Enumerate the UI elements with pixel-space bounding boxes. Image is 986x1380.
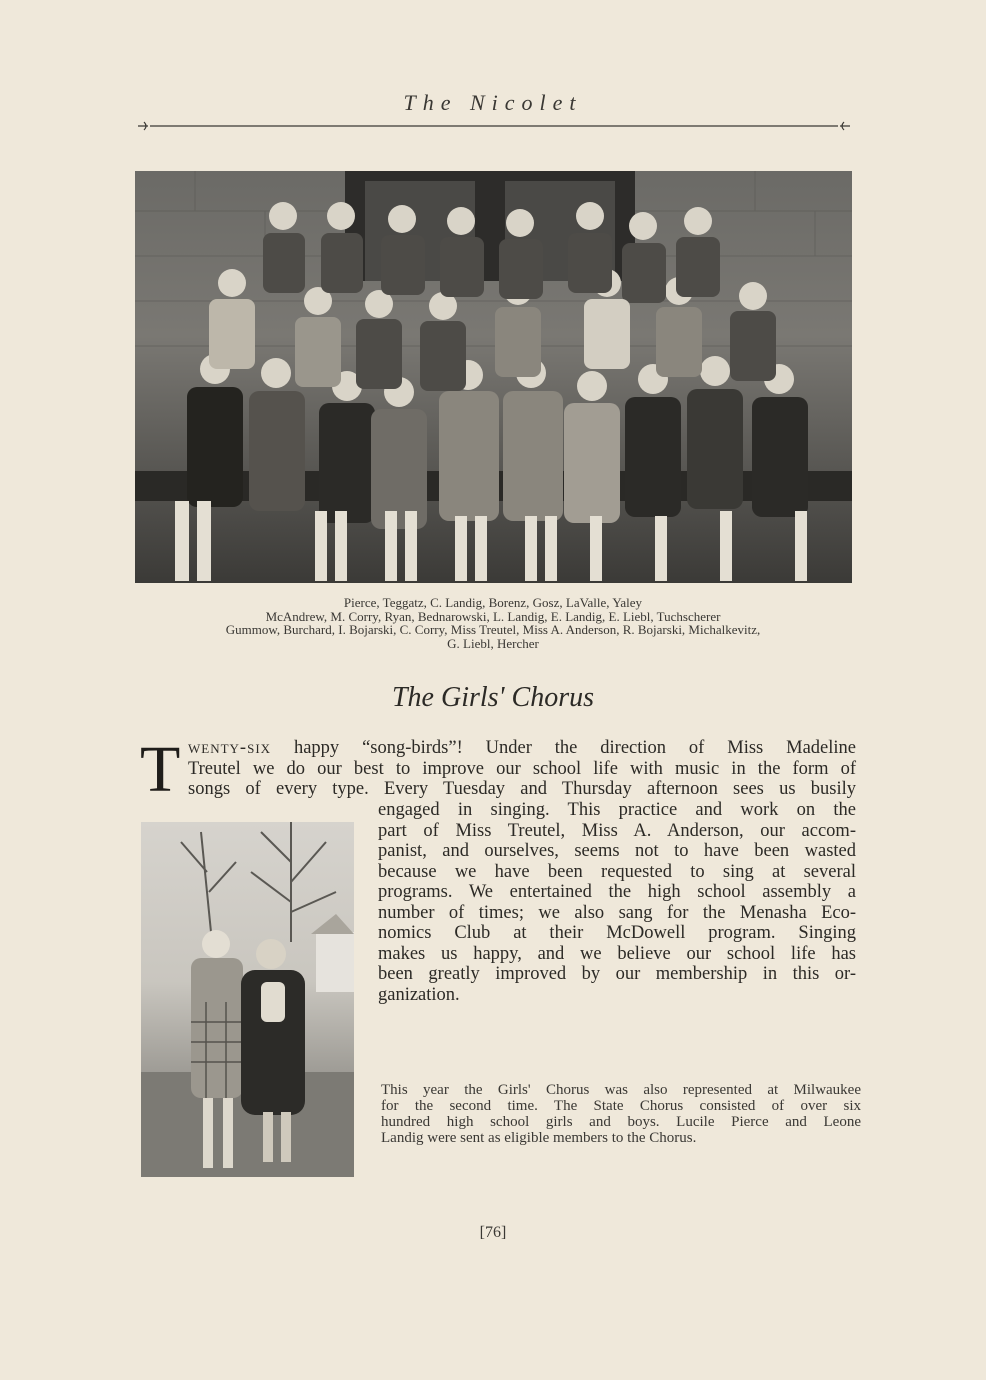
article-line: makes us happy, and we believe our school life has (378, 943, 856, 964)
article-line: panist, and ourselves, seems not to have been wasted (378, 841, 856, 861)
drop-cap: T (140, 733, 181, 806)
ornamental-rule (136, 118, 852, 134)
inset-photo-two-girls (141, 822, 354, 1177)
article-line: because we have been requested to sing at several (378, 861, 856, 882)
chorus-group-photo (135, 171, 852, 583)
opening-word: wenty-six (188, 738, 272, 758)
note-line: hundred high school girls and boys. Lucile Pierce and Leone (381, 1114, 861, 1130)
article-line: engaged in singing. This practice and work on the (378, 800, 856, 820)
section-title: The Girls' Chorus (391, 682, 595, 713)
article-line: nomics Club at their McDowell program. Singing (378, 923, 856, 943)
article-line: part of Miss Treutel, Miss A. Anderson, our accom- (378, 820, 856, 841)
article-opening (188, 738, 856, 800)
page-number: [76] (479, 1224, 507, 1241)
running-head: The Nicolet (403, 90, 583, 115)
caption-line: Gummow, Burchard, I. Bojarski, C. Corry, Miss Treutel, Miss A. Anderson, R. Bojarski, Michalkevitz, (225, 622, 761, 637)
caption-line: McAndrew, M. Corry, Ryan, Bednarowski, L. Landig, E. Landig, E. Liebl, Tuchscherer (265, 608, 721, 624)
article-line: number of times; we also sang for the Menasha Eco- (378, 902, 856, 923)
article-line: been greatly improved by our membership in this or- (378, 964, 856, 984)
note-line: This year the Girls' Chorus was also represented at Milwaukee (381, 1082, 861, 1098)
chorus-note (381, 1082, 861, 1146)
caption-line: G. Liebl, Hercher (447, 635, 539, 651)
article-line: wenty-six happy “song-birds”! Under the direction of Miss Madeline (188, 738, 856, 758)
article-line: songs of every type. Every Tuesday and Thursday afternoon sees us busily (188, 779, 856, 799)
note-line: Landig were sent as eligible members to the Chorus. (381, 1130, 697, 1146)
article-line: Treutel we do our best to improve our school life with music in the form of (188, 758, 856, 779)
note-line: for the second time. The State Chorus consisted of over six (381, 1098, 861, 1114)
article-line: ganization. (378, 984, 460, 1005)
caption-line: Pierce, Teggatz, C. Landig, Borenz, Gosz, LaValle, Yaley (343, 595, 643, 610)
article-line: programs. We entertained the high school assembly a (378, 882, 856, 902)
article-continued (378, 800, 856, 1005)
photo-caption (120, 596, 866, 650)
